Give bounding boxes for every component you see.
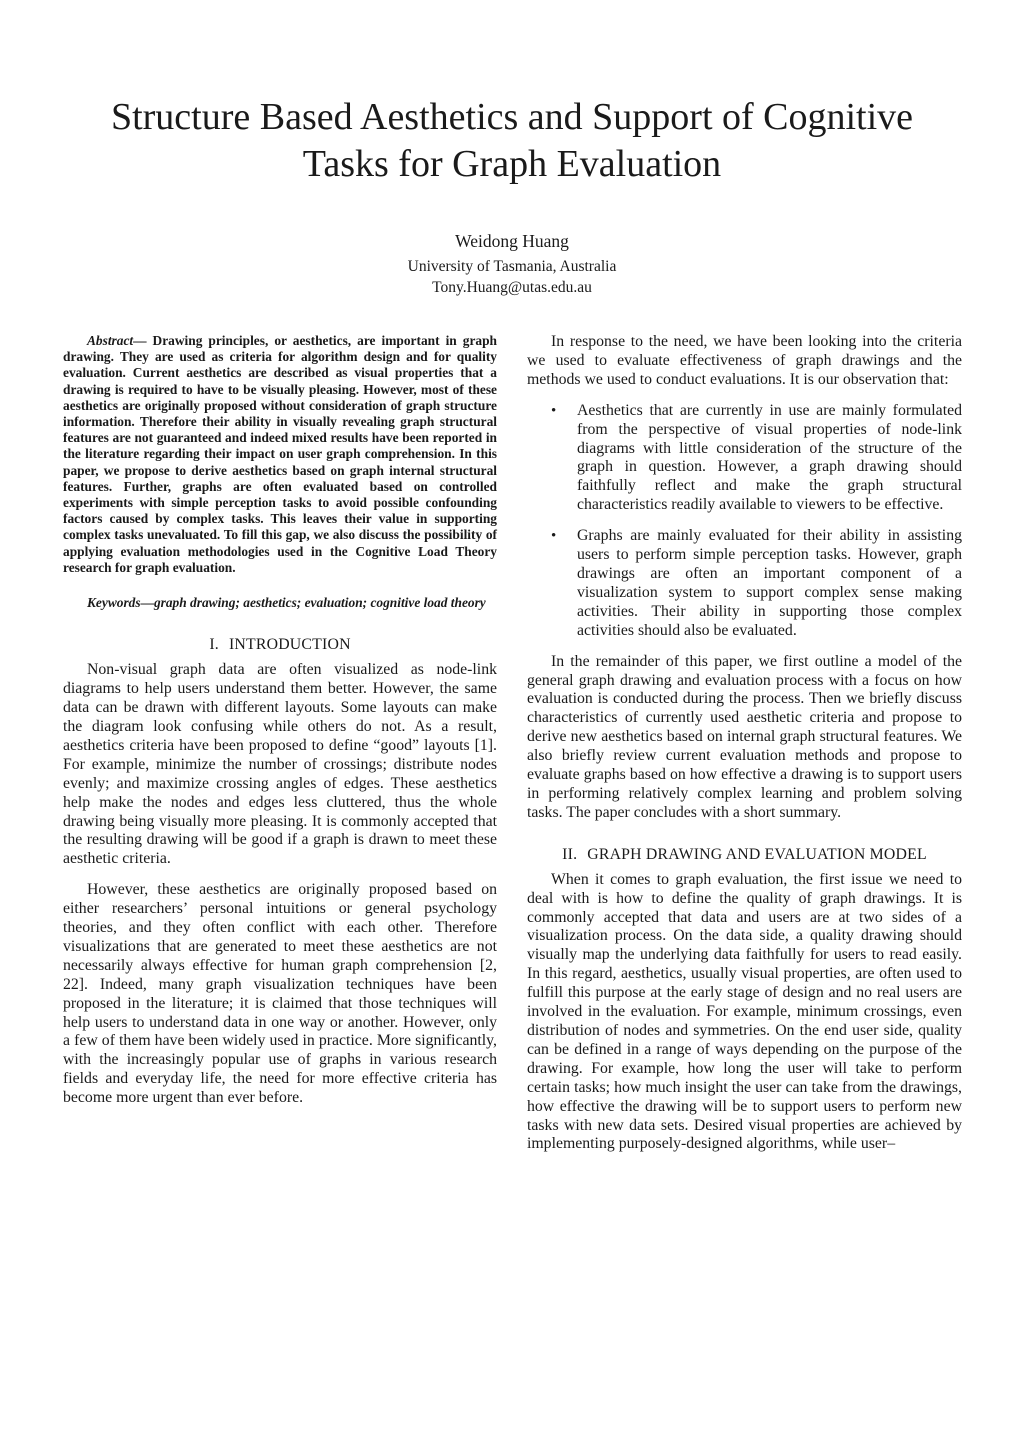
- section-title: GRAPH DRAWING AND EVALUATION MODEL: [587, 845, 927, 863]
- section-heading-model: [527, 845, 962, 864]
- left-column: [63, 333, 497, 1108]
- abstract: [63, 333, 497, 576]
- title-line-2: Tasks for Graph Evaluation: [302, 143, 722, 185]
- section-number: II.: [562, 845, 578, 863]
- abstract-label: Abstract: [87, 333, 134, 348]
- bullet-icon: •: [551, 528, 557, 545]
- keywords: Keywords—graph drawing; aesthetics; evaluation; cognitive load theory: [87, 595, 486, 611]
- model-paragraph-1: When it comes to graph evaluation, the first issue we need to deal with is how to define the quality of graph drawings. It is commonly accepted that data and users are at two sides of a visualization process. On the data side, a quality drawing should visually map the underlying data faithfully for users to read easily. In this regard, aesthetics, usually visual properties, are often used to fulfill this purpose at the early stage of design and no real users are involved in the evaluation. For example, minimum crossings, even distribution of nodes and symmetries. On the end user side, quality can be defined in a range of ways depending on the purpose of the drawing. For example, how long the user will take to perform certain tasks; how much insight the user can take from the drawings, how effective the drawing will be to support users to perform new tasks with new data sets. Desired visual properties are achieved by implementing purposely-designed algorithms, while user–: [527, 870, 962, 1153]
- bullet-icon: •: [551, 402, 557, 419]
- section-title: INTRODUCTION: [228, 636, 351, 654]
- title-line-1: Structure Based Aesthetics and Support of Cognitive: [110, 96, 914, 138]
- author-block: [262, 229, 762, 298]
- intro-paragraph-3: In response to the need, we have been looking into the criteria we used to evaluate effectiveness of graph drawings and the methods we used to conduct evaluations. It is our observation that:: [527, 333, 962, 388]
- section-number: I.: [209, 636, 219, 654]
- list-item: [527, 527, 962, 640]
- author-email: Tony.Huang@utas.edu.au: [432, 279, 592, 296]
- right-column: [527, 333, 962, 1154]
- author-affiliation: University of Tasmania, Australia: [407, 258, 617, 275]
- section-heading-introduction: [63, 635, 497, 654]
- author-name: Weidong Huang: [455, 231, 569, 251]
- intro-paragraph-1: Non-visual graph data are often visualized as node-link diagrams to help users understand them better. However, the same data can be drawn with different layouts. Some layouts can make the diagram look confusing while others do not. As a result, aesthetics criteria have been proposed to define “good” layouts [1]. For example, minimize the number of crossings; distribute nodes evenly; and maximize crossing angles of edges. These aesthetics help make the nodes and edges less cluttered, thus the whole drawing being visually more pleasing. It is commonly accepted that the resulting drawing will be good if a graph is drawn to meet these aesthetic criteria.: [63, 661, 497, 868]
- paper-title: [40, 94, 984, 188]
- list-item: [527, 402, 962, 515]
- bullet-text-1: Aesthetics that are currently in use are mainly formulated from the perspective of visual properties of node-link diagrams with little consideration of the structure of the graph in question. However, a graph drawing should faithfully reflect and make the graph structural characteristics readily available to viewers to be effective.: [577, 401, 962, 514]
- intro-paragraph-2: However, these aesthetics are originally proposed based on either researchers’ personal intuitions or general psychology theories, and they often conflict with each other. Therefore visualizations that are generated to meet these aesthetics are not necessarily always effective for human graph comprehension [2, 22]. Indeed, many graph visualization techniques have been proposed in the literature; it is claimed that those techniques will help users to understand data in one way or another. However, only a few of them have been widely used in practice. More significantly, with the increasingly popular use of graphs in various research fields and everyday life, the need for more effective criteria has become more urgent than ever before.: [63, 881, 497, 1107]
- observation-list: [527, 402, 962, 641]
- intro-paragraph-4: In the remainder of this paper, we first outline a model of the general graph drawing and evaluation process with a focus on how evaluation is conducted during the process. Then we briefly discuss characteristics of currently used aesthetic criteria and propose to derive new aesthetics based on internal graph structural features. We also briefly review current evaluation methods and propose to evaluate graphs based on how effective a drawing is to support users in performing relatively complex learning and problem solving tasks. The paper concludes with a short summary.: [527, 652, 962, 821]
- abstract-text: — Drawing principles, or aesthetics, are important in graph drawing. They are used as criteria for algorithm design and for quality evaluation. Current aesthetics are described as visual properties that a drawing is required to have to be visually pleasing. However, most of these aesthetics are originally proposed without consideration of graph structure information. Therefore their ability in visually revealing graph structural features are not guaranteed and indeed mixed results have been reported in the literature regarding their impact on user graph comprehension. In this paper, we propose to derive aesthetics based on graph internal structural features. Further, graphs are often evaluated based on controlled experiments with simple perception tasks to avoid possible confounding factors caused by complex tasks. This leaves their value in supporting complex tasks unevaluated. To fill this gap, we also discuss the possibility of applying evaluation methodologies used in the Cognitive Load Theory research for graph evaluation.: [63, 333, 497, 575]
- bullet-text-2: Graphs are mainly evaluated for their ability in assisting users to perform simple perception tasks. However, graph drawings are often an important component of a visualization system to support complex sense making activities. Their ability in supporting those complex activities should also be evaluated.: [577, 527, 962, 639]
